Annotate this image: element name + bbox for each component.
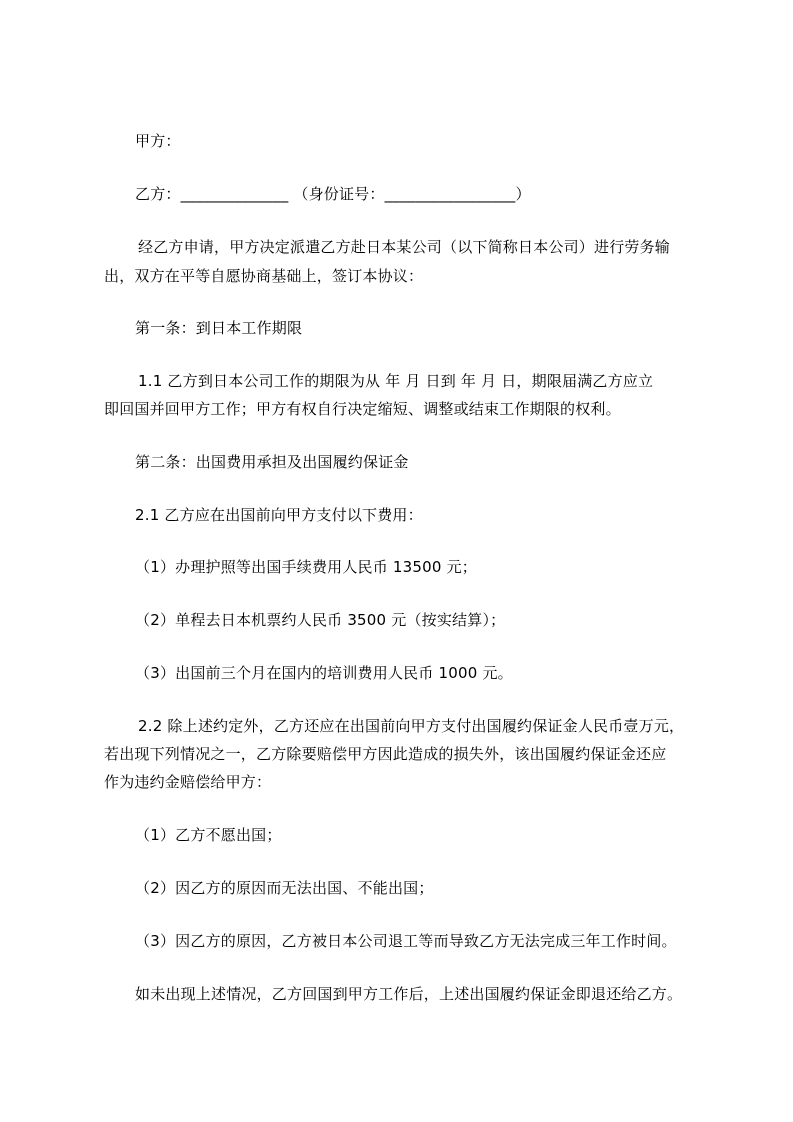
fee-item-2: （2）单程去日本机票约人民币 3500 元（按实结算）； xyxy=(135,611,506,629)
clause-2-1: 2.1 乙方应在出国前向甲方支付以下费用： xyxy=(135,506,423,524)
case-item-1: （1）乙方不愿出国； xyxy=(135,826,282,844)
party-a-line: 甲方： xyxy=(135,132,181,150)
party-b-line: 乙方：______________ （身份证号：_________________） xyxy=(135,185,531,203)
intro-line-1: 经乙方申请，甲方决定派遣乙方赴日本某公司（以下简称日本公司）进行劳务输 xyxy=(138,238,671,256)
clause-1-1-line-2: 即回国并回甲方工作；甲方有权自行决定缩短、调整或结束工作期限的权利。 xyxy=(104,400,621,418)
clause-2-2-line-3: 作为违约金赔偿给甲方： xyxy=(104,773,272,791)
intro-line-2: 出，双方在平等自愿协商基础上，签订本协议： xyxy=(104,267,424,285)
clause-1-1-line-1: 1.1 乙方到日本公司工作的期限为从 年 月 日到 年 月 日，期限届满乙方应立 xyxy=(138,372,654,390)
fee-item-1: （1）办理护照等出国手续费用人民币 13500 元； xyxy=(135,558,477,576)
article-2-title: 第二条：出国费用承担及出国履约保证金 xyxy=(135,453,409,471)
case-item-2: （2）因乙方的原因而无法出国、不能出国； xyxy=(135,879,434,897)
refund-paragraph: 如未出现上述情况，乙方回国到甲方工作后，上述出国履约保证金即退还给乙方。 xyxy=(135,985,683,1003)
article-1-title: 第一条：到日本工作期限 xyxy=(135,319,303,337)
case-item-3: （3）因乙方的原因，乙方被日本公司退工等而导致乙方无法完成三年工作时间。 xyxy=(135,932,677,950)
fee-item-3: （3）出国前三个月在国内的培训费用人民币 1000 元。 xyxy=(135,664,513,682)
clause-2-2-line-1: 2.2 除上述约定外，乙方还应在出国前向甲方支付出国履约保证金人民币壹万元， xyxy=(138,717,685,735)
clause-2-2-line-2: 若出现下列情况之一，乙方除要赔偿甲方因此造成的损失外，该出国履约保证金还应 xyxy=(104,745,667,763)
